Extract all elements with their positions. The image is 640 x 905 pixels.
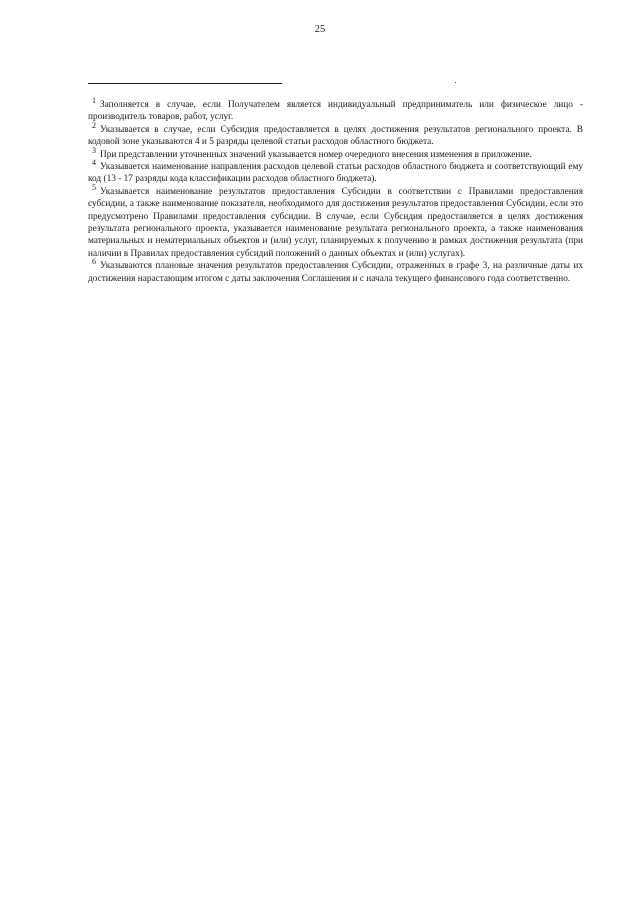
footnote-text: Заполняется в случае, если Получателем является индивидуальный предприниматель или физическое лицо - производитель товаров, работ, услуг.	[88, 100, 583, 123]
footnote-text: Указывается наименование направления расходов целевой статьи расходов областного бюджета и соответствующий ему код (13 - 17 разряды кода классификации расходов областного бюджета).	[88, 162, 583, 185]
footnotes-block	[88, 96, 583, 285]
footnote-text: Указывается в случае, если Субсидия предоставляется в целях достижения результатов регионального проекта. В кодовой зоне указываются 4 и 5 разряды целевой статьи расходов областного бюджета.	[88, 124, 583, 148]
footnote-6	[88, 257, 583, 285]
footnote-mark: 1	[92, 96, 96, 105]
footnote-2	[88, 120, 583, 149]
footnote-separator-line	[88, 83, 282, 84]
page-number: 25	[314, 24, 326, 35]
footnote-mark: 4	[92, 158, 96, 168]
footnote-mark: 3	[92, 145, 96, 155]
footnote-1	[88, 96, 583, 124]
footnote-mark: 6	[92, 257, 96, 267]
footnote-mark: 2	[92, 120, 96, 130]
scan-speck	[455, 82, 456, 83]
footnote-3	[88, 145, 583, 161]
footnote-text: При представлении уточненных значений указывается номер очередного внесения изменения в приложение.	[100, 149, 532, 160]
footnote-text: Указываются плановые значения результатов предоставления Субсидии, отраженных в графе 3, на различные даты их достижения нарастающим итогом с даты заключения Соглашения и с начала текущего финансового года соответственно.	[88, 261, 583, 284]
footnote-mark: 5	[92, 182, 96, 192]
footnote-4	[88, 158, 583, 186]
footnote-5	[88, 182, 583, 260]
footnote-text: Указывается наименование результатов предоставления Субсидии в соответствии с Правилами предоставления субсидии, а также наименование показателя, необходимого для достижения результатов предоставления Субсидии, если это предусмотрено Правилами предоставления субсидии. В случае, если Субсидия предоставляется в целях достижения результата регионального проекта, указывается наименование результата регионального проекта, а также наименования материальных и нематериальных объектов и (или) услуг, планируемых к получению в рамках достижения результата (при наличии в Правилах предоставления субсидий положений о данных объектах и (или) услугах).	[88, 186, 583, 259]
